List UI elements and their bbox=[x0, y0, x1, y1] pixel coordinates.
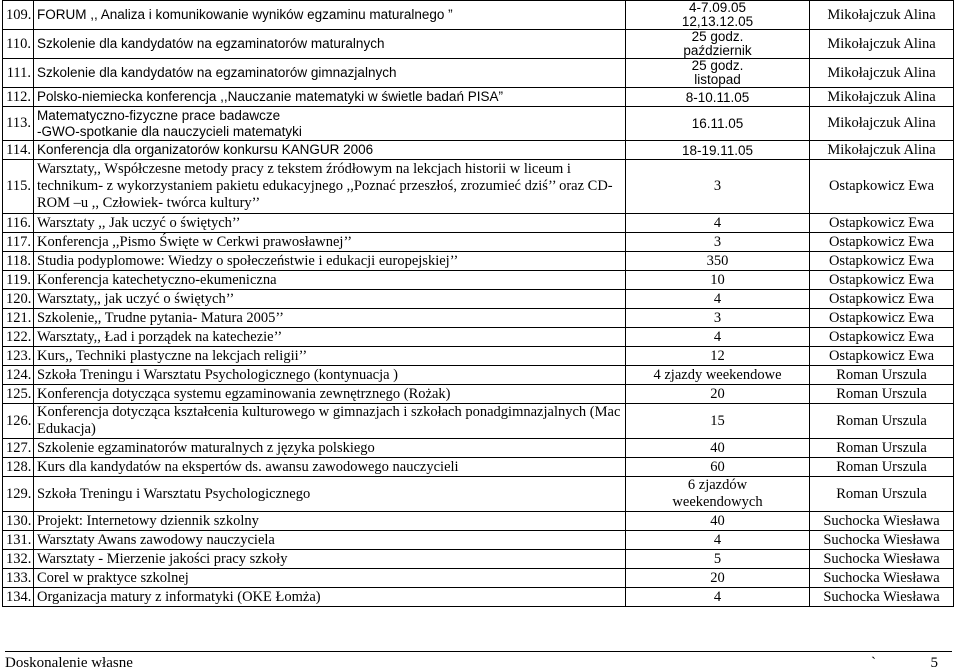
row-person: Suchocka Wiesława bbox=[810, 531, 954, 550]
row-person: Mikołajczuk Alina bbox=[810, 1, 954, 30]
row-duration: 15 bbox=[626, 404, 810, 439]
table-row bbox=[3, 458, 954, 477]
row-person: Ostapkowicz Ewa bbox=[810, 233, 954, 252]
row-number: 117. bbox=[3, 233, 34, 252]
row-duration: 12 bbox=[626, 347, 810, 366]
page-number: 5 bbox=[930, 655, 938, 671]
row-title: Warsztaty,, jak uczyć o świętych’’ bbox=[34, 290, 626, 309]
row-person: Suchocka Wiesława bbox=[810, 588, 954, 607]
row-duration: 4 zjazdy weekendowe bbox=[626, 366, 810, 385]
table-row bbox=[3, 366, 954, 385]
row-person: Mikołajczuk Alina bbox=[810, 107, 954, 141]
row-person: Roman Urszula bbox=[810, 366, 954, 385]
row-number: 128. bbox=[3, 458, 34, 477]
row-person: Mikołajczuk Alina bbox=[810, 59, 954, 88]
row-title: Konferencja ,,Pismo Święte w Cerkwi prawosławnej’’ bbox=[34, 233, 626, 252]
row-number: 131. bbox=[3, 531, 34, 550]
row-title: Warsztaty ,, Jak uczyć o świętych’’ bbox=[34, 214, 626, 233]
table-row bbox=[3, 550, 954, 569]
row-number: 130. bbox=[3, 512, 34, 531]
row-number: 129. bbox=[3, 477, 34, 512]
row-person: Roman Urszula bbox=[810, 385, 954, 404]
row-title: Konferencja dotycząca kształcenia kulturowego w gimnazjach i szkołach ponadgimnazjalnych (Mac Edukacja) bbox=[34, 404, 626, 439]
row-person: Suchocka Wiesława bbox=[810, 550, 954, 569]
row-duration: 5 bbox=[626, 550, 810, 569]
table-row bbox=[3, 439, 954, 458]
footer-title: Doskonalenie własne bbox=[5, 655, 133, 671]
row-duration: 40 bbox=[626, 512, 810, 531]
row-duration: 20 bbox=[626, 569, 810, 588]
row-title: Projekt: Internetowy dziennik szkolny bbox=[34, 512, 626, 531]
row-person: Ostapkowicz Ewa bbox=[810, 252, 954, 271]
table-row bbox=[3, 107, 954, 141]
row-person: Mikołajczuk Alina bbox=[810, 88, 954, 107]
page-footer bbox=[5, 651, 952, 671]
table-row bbox=[3, 290, 954, 309]
row-person: Suchocka Wiesława bbox=[810, 569, 954, 588]
row-duration: 4 bbox=[626, 588, 810, 607]
table-row bbox=[3, 569, 954, 588]
row-duration: 40 bbox=[626, 439, 810, 458]
row-title: Szkoła Treningu i Warsztatu Psychologicznego (kontynuacja ) bbox=[34, 366, 626, 385]
row-person: Mikołajczuk Alina bbox=[810, 141, 954, 160]
row-number: 123. bbox=[3, 347, 34, 366]
row-title: Studia podyplomowe: Wiedzy o społeczeństwie i edukacji europejskiej’’ bbox=[34, 252, 626, 271]
row-duration: 60 bbox=[626, 458, 810, 477]
row-number: 110. bbox=[3, 30, 34, 59]
row-number: 116. bbox=[3, 214, 34, 233]
table-row bbox=[3, 271, 954, 290]
row-number: 113. bbox=[3, 107, 34, 141]
row-duration: 18-19.11.05 bbox=[626, 141, 810, 160]
row-person: Ostapkowicz Ewa bbox=[810, 309, 954, 328]
row-title: Matematyczno-fizyczne prace badawcze -GWO-spotkanie dla nauczycieli matematyki bbox=[34, 107, 626, 141]
table-row bbox=[3, 328, 954, 347]
table-row bbox=[3, 531, 954, 550]
row-number: 121. bbox=[3, 309, 34, 328]
row-number: 112. bbox=[3, 88, 34, 107]
row-person: Roman Urszula bbox=[810, 477, 954, 512]
row-duration: 8-10.11.05 bbox=[626, 88, 810, 107]
row-duration: 25 godz. listopad bbox=[626, 59, 810, 88]
row-number: 124. bbox=[3, 366, 34, 385]
row-duration: 4 bbox=[626, 290, 810, 309]
table-row bbox=[3, 1, 954, 30]
row-title: Warsztaty - Mierzenie jakości pracy szkoły bbox=[34, 550, 626, 569]
table-row bbox=[3, 88, 954, 107]
row-number: 115. bbox=[3, 160, 34, 214]
table-row bbox=[3, 59, 954, 88]
row-title: Szkolenie dla kandydatów na egzaminatorów gimnazjalnych bbox=[34, 59, 626, 88]
row-title: Corel w praktyce szkolnej bbox=[34, 569, 626, 588]
row-number: 122. bbox=[3, 328, 34, 347]
row-duration: 16.11.05 bbox=[626, 107, 810, 141]
table-row bbox=[3, 233, 954, 252]
row-title: Szkolenie,, Trudne pytania- Matura 2005’’ bbox=[34, 309, 626, 328]
row-title: Kurs,, Techniki plastyczne na lekcjach religii’’ bbox=[34, 347, 626, 366]
row-number: 111. bbox=[3, 59, 34, 88]
row-person: Ostapkowicz Ewa bbox=[810, 290, 954, 309]
row-number: 126. bbox=[3, 404, 34, 439]
row-duration: 4-7.09.05 12,13.12.05 bbox=[626, 1, 810, 30]
courses-table-body bbox=[3, 1, 954, 607]
row-person: Ostapkowicz Ewa bbox=[810, 328, 954, 347]
row-person: Roman Urszula bbox=[810, 404, 954, 439]
row-title: Szkoła Treningu i Warsztatu Psychologicznego bbox=[34, 477, 626, 512]
row-number: 114. bbox=[3, 141, 34, 160]
row-title: Kurs dla kandydatów na ekspertów ds. awansu zawodowego nauczycieli bbox=[34, 458, 626, 477]
row-duration: 6 zjazdów weekendowych bbox=[626, 477, 810, 512]
row-title: FORUM ,, Analiza i komunikowanie wyników egzaminu maturalnego ” bbox=[34, 1, 626, 30]
row-person: Ostapkowicz Ewa bbox=[810, 160, 954, 214]
row-title: Konferencja katechetyczno-ekumeniczna bbox=[34, 271, 626, 290]
row-title: Warsztaty,, Ład i porządek na katechezie’’ bbox=[34, 328, 626, 347]
row-duration: 3 bbox=[626, 160, 810, 214]
row-title: Konferencja dla organizatorów konkursu KANGUR 2006 bbox=[34, 141, 626, 160]
table-row bbox=[3, 512, 954, 531]
row-person: Suchocka Wiesława bbox=[810, 512, 954, 531]
row-duration: 25 godz. październik bbox=[626, 30, 810, 59]
row-title: Polsko-niemiecka konferencja ,,Nauczanie matematyki w świetle badań PISA” bbox=[34, 88, 626, 107]
row-number: 134. bbox=[3, 588, 34, 607]
row-duration: 3 bbox=[626, 233, 810, 252]
courses-table bbox=[2, 0, 954, 607]
row-duration: 4 bbox=[626, 531, 810, 550]
table-row bbox=[3, 30, 954, 59]
row-person: Mikołajczuk Alina bbox=[810, 30, 954, 59]
row-number: 109. bbox=[3, 1, 34, 30]
row-duration: 4 bbox=[626, 214, 810, 233]
row-title: Warsztaty Awans zawodowy nauczyciela bbox=[34, 531, 626, 550]
table-row bbox=[3, 214, 954, 233]
row-duration: 3 bbox=[626, 309, 810, 328]
table-row bbox=[3, 309, 954, 328]
row-number: 132. bbox=[3, 550, 34, 569]
row-duration: 350 bbox=[626, 252, 810, 271]
row-title: Szkolenie egzaminatorów maturalnych z języka polskiego bbox=[34, 439, 626, 458]
table-row bbox=[3, 160, 954, 214]
row-person: Roman Urszula bbox=[810, 458, 954, 477]
row-duration: 4 bbox=[626, 328, 810, 347]
row-number: 133. bbox=[3, 569, 34, 588]
row-title: Organizacja matury z informatyki (OKE Łomża) bbox=[34, 588, 626, 607]
table-row bbox=[3, 477, 954, 512]
row-duration: 20 bbox=[626, 385, 810, 404]
table-row bbox=[3, 347, 954, 366]
row-person: Ostapkowicz Ewa bbox=[810, 271, 954, 290]
table-row bbox=[3, 141, 954, 160]
row-number: 119. bbox=[3, 271, 34, 290]
table-row bbox=[3, 385, 954, 404]
row-title: Konferencja dotycząca systemu egzaminowania zewnętrznego (Rożak) bbox=[34, 385, 626, 404]
row-duration: 10 bbox=[626, 271, 810, 290]
row-person: Ostapkowicz Ewa bbox=[810, 347, 954, 366]
row-number: 125. bbox=[3, 385, 34, 404]
table-row bbox=[3, 252, 954, 271]
row-number: 120. bbox=[3, 290, 34, 309]
row-number: 118. bbox=[3, 252, 34, 271]
row-person: Ostapkowicz Ewa bbox=[810, 214, 954, 233]
table-row bbox=[3, 588, 954, 607]
row-title: Warsztaty,, Współczesne metody pracy z tekstem źródłowym na lekcjach historii w liceum i technikum- z wykorzystaniem pakietu edukacyjnego ,,Poznać przeszłoś, zrozumieć dziś’’ oraz CD-ROM –u ,, Człowiek- twórca kultury’’ bbox=[34, 160, 626, 214]
row-number: 127. bbox=[3, 439, 34, 458]
footer-mark: ` bbox=[871, 655, 876, 671]
row-title: Szkolenie dla kandydatów na egzaminatorów maturalnych bbox=[34, 30, 626, 59]
row-person: Roman Urszula bbox=[810, 439, 954, 458]
table-row bbox=[3, 404, 954, 439]
